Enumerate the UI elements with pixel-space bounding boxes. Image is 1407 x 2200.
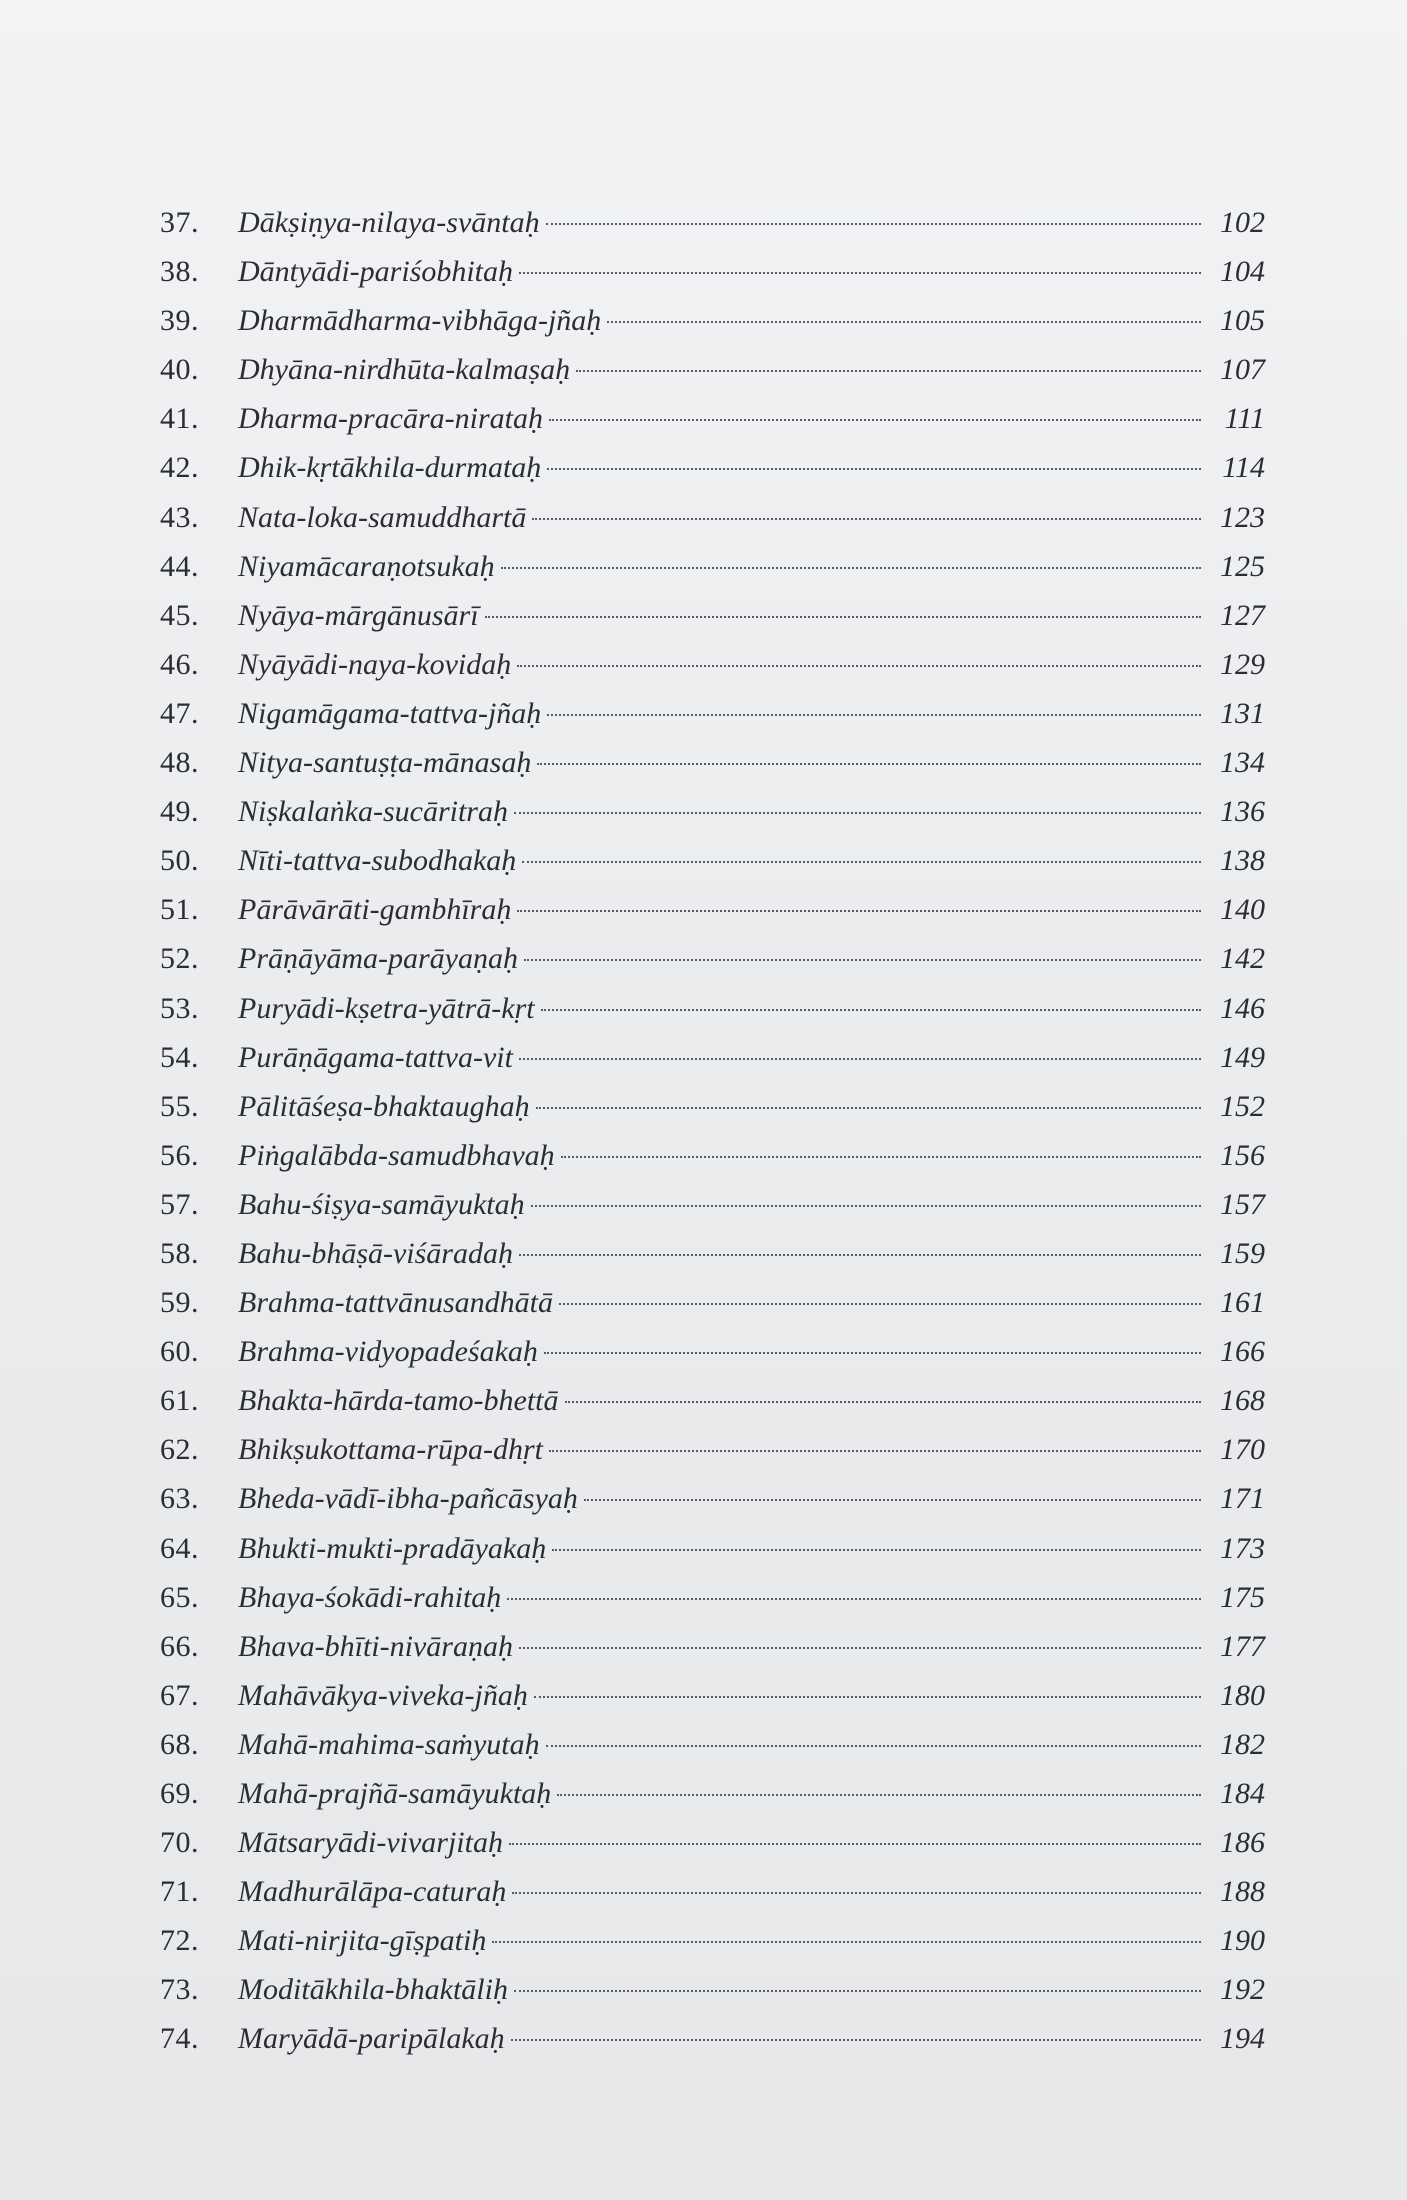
- entry-title: Puryādi-kṣetra-yātrā-kṛt: [238, 991, 535, 1025]
- entry-title: Bhaya-śokādi-rahitaḥ: [238, 1580, 502, 1614]
- entry-page-number: 149: [1220, 1040, 1265, 1074]
- entry-title: Mahāvākya-viveka-jñaḥ: [238, 1678, 528, 1712]
- dot-leader: [514, 812, 1201, 814]
- entry-title: Purāṇāgama-tattva-vit: [238, 1040, 513, 1074]
- entry-title: Bhikṣukottama-rūpa-dhṛt: [238, 1433, 543, 1467]
- dot-leader: [517, 665, 1201, 667]
- toc-entry: [160, 1818, 1265, 1867]
- entry-title: Bhava-bhīti-nivāraṇaḥ: [238, 1629, 513, 1663]
- entry-number: 41.: [160, 402, 199, 436]
- entry-page-number: 184: [1220, 1777, 1265, 1810]
- entry-title: Bheda-vādī-ibha-pañcāsyaḥ: [238, 1482, 578, 1516]
- dot-leader: [537, 763, 1201, 765]
- entry-page-number: 186: [1220, 1826, 1265, 1860]
- entry-number: 56.: [160, 1138, 199, 1172]
- toc-entry: [160, 1916, 1265, 1965]
- dot-leader: [511, 2039, 1201, 2041]
- entry-number: 52.: [160, 942, 199, 976]
- entry-page-number: 129: [1220, 647, 1265, 681]
- toc-entry: [160, 1082, 1265, 1131]
- dot-leader: [524, 959, 1201, 961]
- entry-number: 50.: [160, 844, 199, 878]
- entry-title: Bhukti-mukti-pradāyakaḥ: [238, 1531, 547, 1565]
- entry-title: Dharmādharma-vibhāga-jñaḥ: [238, 304, 602, 338]
- toc-entry: [160, 345, 1265, 394]
- toc-entry: [160, 591, 1265, 640]
- dot-leader: [561, 1156, 1201, 1158]
- entry-page-number: 127: [1220, 598, 1265, 632]
- entry-page-number: 140: [1220, 893, 1265, 927]
- entry-page-number: 194: [1220, 2022, 1265, 2056]
- entry-page-number: 182: [1220, 1727, 1265, 1761]
- entry-number: 65.: [160, 1580, 199, 1614]
- dot-leader: [522, 861, 1201, 863]
- dot-leader: [512, 1892, 1201, 1894]
- entry-page-number: 142: [1220, 942, 1265, 976]
- dot-leader: [552, 1549, 1201, 1551]
- entry-page-number: 104: [1220, 255, 1265, 289]
- entry-number: 63.: [160, 1482, 199, 1516]
- entry-title: Nīti-tattva-subodhakaḥ: [238, 844, 517, 878]
- toc-entry: [160, 640, 1265, 689]
- entry-number: 46.: [160, 647, 199, 681]
- entry-page-number: 173: [1220, 1531, 1265, 1565]
- toc-entry: [160, 836, 1265, 885]
- entry-title: Mahā-mahima-saṁyutaḥ: [238, 1727, 540, 1761]
- toc-entry: [160, 2014, 1265, 2063]
- entry-title: Bahu-śiṣya-samāyuktaḥ: [238, 1187, 525, 1221]
- toc-entry: [160, 443, 1265, 492]
- entry-number: 57.: [160, 1187, 199, 1221]
- entry-page-number: 146: [1220, 991, 1265, 1025]
- entry-number: 66.: [160, 1629, 199, 1663]
- entry-page-number: 136: [1220, 795, 1265, 829]
- entry-number: 40.: [160, 353, 199, 387]
- entry-number: 47.: [160, 696, 199, 730]
- entry-page-number: 123: [1220, 500, 1265, 534]
- table-of-contents: [160, 198, 1265, 2064]
- toc-entry: [160, 1524, 1265, 1573]
- entry-number: 73.: [160, 1973, 199, 2007]
- entry-number: 71.: [160, 1875, 199, 1909]
- entry-page-number: 161: [1220, 1286, 1265, 1320]
- toc-entry: [160, 1867, 1265, 1916]
- toc-entry: [160, 1425, 1265, 1474]
- entry-number: 68.: [160, 1727, 199, 1761]
- dot-leader: [549, 419, 1201, 421]
- entry-page-number: 188: [1220, 1875, 1265, 1909]
- dot-leader: [517, 910, 1201, 912]
- entry-title: Niṣkalaṅka-sucāritraḥ: [238, 795, 508, 829]
- toc-entry: [160, 198, 1265, 247]
- entry-number: 53.: [160, 991, 199, 1025]
- entry-title: Brahma-vidyopadeśakaḥ: [238, 1335, 538, 1369]
- toc-entry: [160, 1229, 1265, 1278]
- entry-page-number: 134: [1220, 746, 1265, 780]
- entry-page-number: 107: [1220, 353, 1265, 387]
- entry-title: Dharma-pracāra-nirataḥ: [238, 402, 543, 436]
- dot-leader: [534, 1696, 1201, 1698]
- entry-title: Nigamāgama-tattva-jñaḥ: [238, 696, 542, 730]
- entry-title: Pālitāśeṣa-bhaktaughaḥ: [238, 1089, 530, 1123]
- entry-number: 67.: [160, 1678, 199, 1712]
- toc-entry: [160, 296, 1265, 345]
- entry-number: 59.: [160, 1286, 199, 1320]
- dot-leader: [559, 1303, 1201, 1305]
- entry-number: 64.: [160, 1531, 199, 1565]
- toc-entry: [160, 1327, 1265, 1376]
- entry-page-number: 114: [1222, 451, 1265, 485]
- dot-leader: [514, 1990, 1201, 1992]
- entry-page-number: 190: [1220, 1924, 1265, 1958]
- dot-leader: [531, 1205, 1201, 1207]
- toc-entry: [160, 1965, 1265, 2014]
- dot-leader: [549, 1450, 1201, 1452]
- entry-page-number: 166: [1220, 1335, 1265, 1369]
- entry-page-number: 168: [1220, 1384, 1265, 1418]
- entry-title: Dhik-kṛtākhila-durmataḥ: [238, 451, 542, 485]
- toc-entry: [160, 934, 1265, 983]
- entry-number: 48.: [160, 746, 199, 780]
- entry-title: Niyamācaraṇotsukaḥ: [238, 549, 495, 583]
- toc-entry: [160, 689, 1265, 738]
- entry-number: 42.: [160, 451, 199, 485]
- toc-entry: [160, 1376, 1265, 1425]
- entry-page-number: 152: [1220, 1089, 1265, 1123]
- entry-page-number: 102: [1220, 206, 1265, 239]
- entry-title: Dāntyādi-pariśobhitaḥ: [238, 255, 513, 289]
- entry-title: Mati-nirjita-gīṣpatiḥ: [238, 1924, 487, 1958]
- dot-leader: [519, 1058, 1201, 1060]
- entry-number: 54.: [160, 1040, 199, 1074]
- toc-entry: [160, 394, 1265, 443]
- entry-title: Mātsaryādi-vivarjitaḥ: [238, 1826, 503, 1860]
- dot-leader: [584, 1499, 1201, 1501]
- entry-page-number: 180: [1220, 1678, 1265, 1712]
- toc-entry: [160, 738, 1265, 787]
- toc-entry: [160, 984, 1265, 1033]
- entry-title: Dākṣiṇya-nilaya-svāntaḥ: [238, 206, 540, 239]
- entry-title: Pārāvārāti-gambhīraḥ: [238, 893, 512, 927]
- dot-leader: [507, 1598, 1201, 1600]
- entry-title: Nata-loka-samuddhartā: [238, 500, 527, 534]
- entry-page-number: 175: [1220, 1580, 1265, 1614]
- entry-title: Piṅgalābda-samudbhavaḥ: [238, 1138, 555, 1172]
- dot-leader: [532, 518, 1201, 520]
- entry-number: 70.: [160, 1826, 199, 1860]
- entry-page-number: 159: [1220, 1236, 1265, 1270]
- entry-number: 69.: [160, 1777, 199, 1810]
- toc-entry: [160, 1720, 1265, 1769]
- toc-entry: [160, 1278, 1265, 1327]
- entry-number: 43.: [160, 500, 199, 534]
- entry-page-number: 177: [1220, 1629, 1265, 1663]
- entry-page-number: 111: [1224, 402, 1265, 436]
- entry-number: 74.: [160, 2022, 199, 2056]
- dot-leader: [519, 272, 1201, 274]
- entry-number: 62.: [160, 1433, 199, 1467]
- dot-leader: [576, 370, 1201, 372]
- toc-entry: [160, 1474, 1265, 1523]
- toc-entry: [160, 493, 1265, 542]
- toc-entry: [160, 1671, 1265, 1720]
- toc-entry: [160, 542, 1265, 591]
- entry-page-number: 156: [1220, 1138, 1265, 1172]
- dot-leader: [492, 1941, 1201, 1943]
- toc-entry: [160, 247, 1265, 296]
- dot-leader: [536, 1107, 1201, 1109]
- entry-number: 58.: [160, 1236, 199, 1270]
- dot-leader: [541, 1009, 1201, 1011]
- entry-title: Maryādā-paripālakaḥ: [238, 2022, 505, 2056]
- dot-leader: [519, 1647, 1201, 1649]
- entry-page-number: 192: [1220, 1973, 1265, 2007]
- dot-leader: [607, 321, 1201, 323]
- entry-title: Nyāyādi-naya-kovidaḥ: [238, 647, 512, 681]
- entry-number: 39.: [160, 304, 199, 338]
- entry-page-number: 138: [1220, 844, 1265, 878]
- entry-title: Moditākhila-bhaktāliḥ: [238, 1973, 508, 2007]
- entry-number: 44.: [160, 549, 199, 583]
- entry-number: 38.: [160, 255, 199, 289]
- entry-page-number: 105: [1220, 304, 1265, 338]
- toc-entry: [160, 1769, 1265, 1818]
- toc-entry: [160, 1622, 1265, 1671]
- entry-title: Bahu-bhāṣā-viśāradaḥ: [238, 1236, 513, 1270]
- entry-page-number: 171: [1220, 1482, 1265, 1516]
- dot-leader: [501, 567, 1201, 569]
- dot-leader: [544, 1352, 1201, 1354]
- entry-title: Bhakta-hārda-tamo-bhettā: [238, 1384, 559, 1418]
- toc-entry: [160, 1033, 1265, 1082]
- dot-leader: [557, 1794, 1201, 1796]
- entry-title: Madhurālāpa-caturaḥ: [238, 1875, 507, 1909]
- entry-number: 37.: [160, 206, 199, 239]
- entry-number: 55.: [160, 1089, 199, 1123]
- dot-leader: [547, 714, 1201, 716]
- dot-leader: [485, 616, 1201, 618]
- entry-number: 61.: [160, 1384, 199, 1418]
- entry-title: Brahma-tattvānusandhātā: [238, 1286, 553, 1320]
- entry-title: Dhyāna-nirdhūta-kalmaṣaḥ: [238, 353, 571, 387]
- toc-entry: [160, 1180, 1265, 1229]
- dot-leader: [509, 1843, 1201, 1845]
- toc-entry: [160, 1573, 1265, 1622]
- entry-title: Mahā-prajñā-samāyuktaḥ: [238, 1777, 552, 1810]
- dot-leader: [546, 1745, 1201, 1747]
- toc-entry: [160, 787, 1265, 836]
- entry-number: 60.: [160, 1335, 199, 1369]
- dot-leader: [547, 468, 1201, 470]
- toc-entry: [160, 1131, 1265, 1180]
- entry-page-number: 125: [1220, 549, 1265, 583]
- entry-number: 49.: [160, 795, 199, 829]
- dot-leader: [519, 1254, 1201, 1256]
- entry-number: 72.: [160, 1924, 199, 1958]
- entry-page-number: 131: [1220, 696, 1265, 730]
- entry-number: 45.: [160, 598, 199, 632]
- entry-title: Prāṇāyāma-parāyaṇaḥ: [238, 942, 518, 976]
- entry-page-number: 170: [1220, 1433, 1265, 1467]
- toc-entry: [160, 885, 1265, 934]
- entry-title: Nitya-santuṣṭa-mānasaḥ: [238, 746, 532, 780]
- entry-page-number: 157: [1220, 1187, 1265, 1221]
- dot-leader: [546, 223, 1201, 225]
- dot-leader: [565, 1401, 1202, 1403]
- entry-number: 51.: [160, 893, 199, 927]
- entry-title: Nyāya-mārgānusārī: [238, 598, 479, 632]
